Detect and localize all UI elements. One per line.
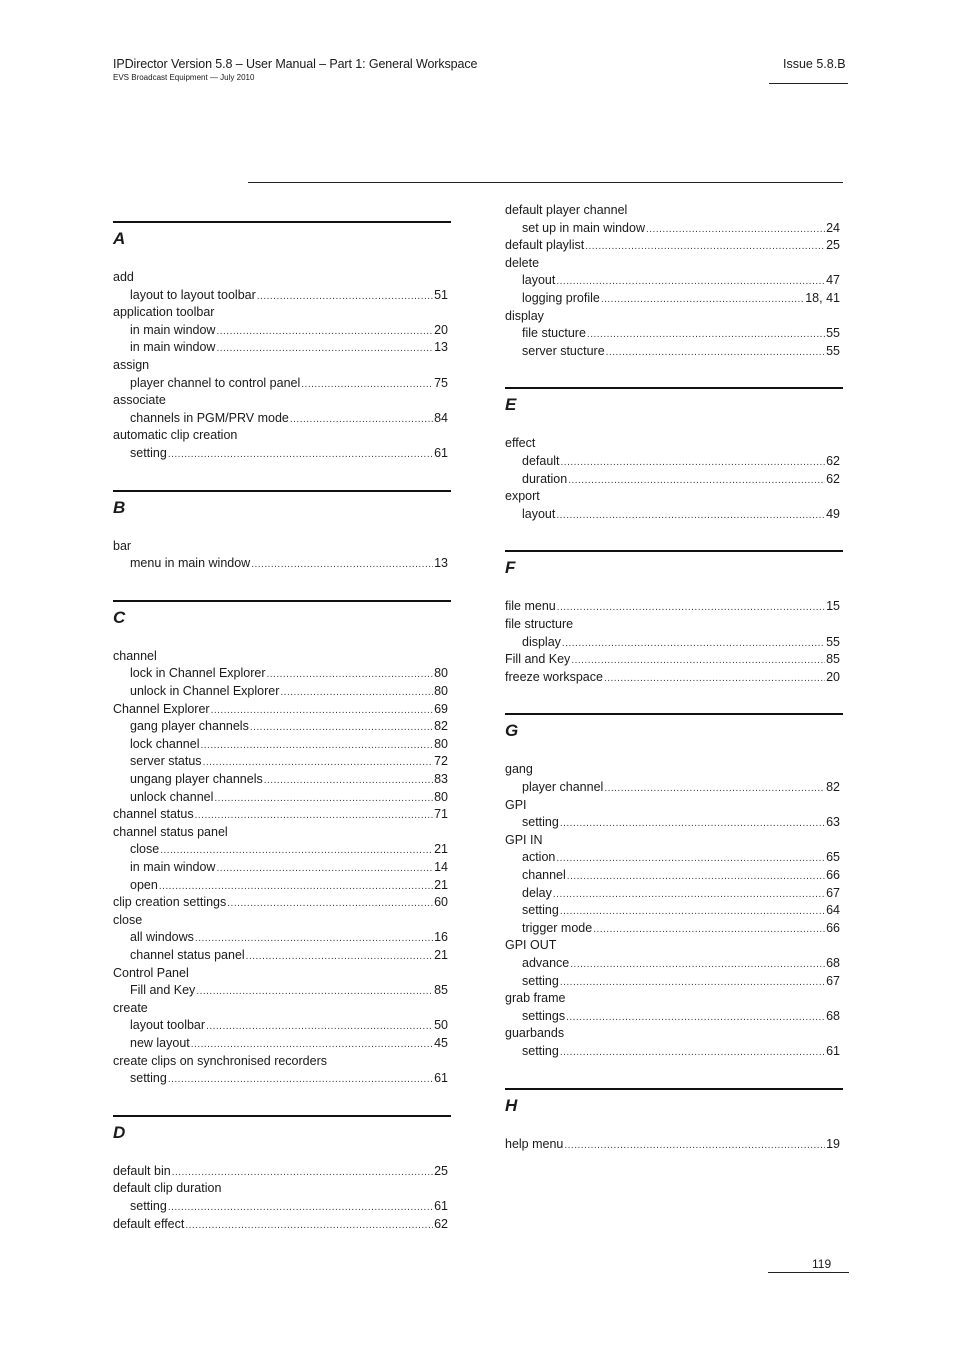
index-entry[interactable]	[113, 700, 448, 718]
index-subentry[interactable]	[130, 286, 448, 304]
entry-page-number[interactable]: 25	[826, 238, 840, 253]
entry-term: trigger mode	[522, 920, 593, 935]
entry-page-number[interactable]: 80	[434, 736, 448, 751]
index-subentry[interactable]	[130, 1069, 448, 1087]
index-entry	[113, 964, 448, 982]
entry-term: setting	[522, 973, 559, 988]
entry-term: channel status panel	[113, 824, 228, 839]
entry-term: close	[130, 842, 160, 857]
entry-term: setting	[522, 903, 559, 918]
entry-term: default	[522, 454, 560, 468]
index-entry[interactable]	[505, 668, 840, 686]
entry-term: effect	[505, 436, 536, 451]
entry-page-number[interactable]: 47	[826, 273, 840, 288]
entry-term: lock in Channel Explorer	[130, 666, 266, 681]
document-title: IPDirector Version 5.8 – User Manual – Part 1: General Workspace	[113, 57, 478, 71]
index-entry	[113, 999, 448, 1017]
section-letter: E	[505, 395, 517, 415]
entry-page-number[interactable]: 21	[434, 842, 448, 857]
entry-term: setting	[522, 815, 559, 830]
entry-term: file stucture	[522, 326, 586, 341]
entry-page-number[interactable]: 61	[826, 1044, 840, 1058]
section-rule	[113, 1115, 451, 1117]
entry-term: in main window	[130, 340, 216, 355]
index-subentry[interactable]	[522, 813, 840, 831]
entry-page-number[interactable]: 61	[434, 446, 448, 460]
index-subentry[interactable]	[130, 374, 448, 392]
entry-term: unlock channel	[130, 789, 214, 804]
dot-leader	[556, 507, 825, 525]
section-rule	[113, 221, 451, 223]
index-entry	[113, 303, 448, 321]
entry-term: layout	[522, 273, 556, 288]
index-subentry[interactable]	[522, 633, 840, 651]
entry-page-number[interactable]: 13	[434, 556, 448, 571]
index-subentry[interactable]	[130, 409, 448, 427]
entry-term: automatic clip creation	[113, 428, 238, 443]
index-entry	[505, 760, 840, 778]
dot-leader	[251, 556, 433, 574]
entry-term: unlock in Channel Explorer	[130, 684, 280, 698]
entry-term: default clip duration	[113, 1181, 222, 1196]
page-number: 119	[812, 1257, 832, 1271]
entry-term: export	[505, 489, 540, 504]
dot-leader	[604, 670, 825, 688]
entry-page-number[interactable]: 68	[826, 1008, 840, 1023]
entry-page-number[interactable]: 64	[826, 903, 840, 918]
dot-leader	[168, 1071, 433, 1089]
entry-term: add	[113, 270, 134, 284]
entry-term: server status	[130, 754, 202, 769]
entry-page-number[interactable]: 75	[434, 375, 448, 390]
entry-term: channel	[522, 868, 566, 882]
entry-page-number[interactable]: 68	[826, 956, 840, 970]
section-rule	[113, 490, 451, 492]
entry-term: display	[522, 634, 561, 649]
index-subentry[interactable]	[522, 505, 840, 523]
entry-page-number[interactable]: 62	[826, 471, 840, 486]
index-entry	[113, 1052, 448, 1070]
entry-term: Channel Explorer	[113, 701, 210, 716]
entry-term: associate	[113, 393, 166, 408]
entry-term: default player channel	[505, 203, 628, 217]
entry-term: layout to layout toolbar	[130, 287, 256, 302]
entry-page-number[interactable]: 18, 41	[805, 291, 840, 305]
index-subentry[interactable]	[130, 981, 448, 999]
entry-page-number[interactable]: 55	[826, 343, 840, 358]
index-subentry[interactable]	[522, 1007, 840, 1025]
section-rule	[505, 1088, 843, 1090]
entry-term: gang player channels	[130, 719, 249, 734]
entry-page-number[interactable]: 71	[434, 807, 448, 822]
index-subentry[interactable]	[130, 338, 448, 356]
entry-term: Control Panel	[113, 965, 189, 980]
entry-term: channel status panel	[130, 948, 245, 962]
entry-term: display	[505, 308, 544, 323]
entry-page-number[interactable]: 49	[826, 506, 840, 521]
entry-term: setting	[130, 446, 167, 460]
header-underline	[769, 83, 848, 84]
index-entry	[113, 911, 448, 929]
entry-page-number[interactable]: 20	[826, 669, 840, 684]
page-number-underline	[768, 1272, 849, 1273]
section-letter: A	[113, 229, 126, 248]
entry-term: all windows	[130, 930, 194, 945]
entry-term: create clips on synchronised recorders	[113, 1053, 327, 1068]
entry-page-number[interactable]: 63	[826, 815, 840, 830]
index-entry	[113, 426, 448, 444]
entry-term: GPI	[505, 797, 527, 812]
entry-term: default bin	[113, 1163, 171, 1178]
entry-term: action	[522, 850, 556, 865]
entry-page-number[interactable]: 62	[434, 1216, 448, 1231]
dot-leader	[606, 344, 825, 362]
index-subentry[interactable]	[130, 444, 448, 462]
entry-page-number[interactable]: 84	[434, 410, 448, 425]
entry-page-number[interactable]: 80	[434, 789, 448, 804]
dot-leader	[560, 1044, 825, 1062]
entry-term: open	[130, 877, 158, 892]
index-subentry[interactable]	[130, 717, 448, 735]
index-subentry[interactable]	[522, 271, 840, 289]
entry-term: new layout	[130, 1036, 190, 1050]
index-subentry[interactable]	[522, 884, 840, 902]
index-entry	[505, 254, 840, 272]
entry-term: create	[113, 1000, 148, 1015]
entry-term: server stucture	[522, 343, 605, 358]
index-entry[interactable]	[505, 650, 840, 668]
index-entry	[505, 615, 840, 633]
entry-term: settings	[522, 1008, 566, 1023]
index-subentry[interactable]	[522, 972, 840, 990]
entry-page-number[interactable]: 67	[826, 885, 840, 900]
index-subentry[interactable]	[130, 858, 448, 876]
entry-page-number[interactable]: 72	[434, 754, 448, 769]
index-entry[interactable]	[505, 1135, 840, 1153]
entry-term: advance	[522, 956, 570, 970]
entry-term: channel status	[113, 807, 194, 822]
index-subentry[interactable]	[130, 554, 448, 572]
index-subentry[interactable]	[522, 954, 840, 972]
entry-term: in main window	[130, 860, 216, 874]
entry-term: close	[113, 912, 143, 927]
dot-leader	[185, 1217, 433, 1235]
entry-term: lock channel	[130, 736, 200, 751]
entry-term: GPI OUT	[505, 938, 557, 953]
section-letter: B	[113, 497, 126, 517]
section-letter: G	[505, 721, 519, 741]
entry-term: player channel	[522, 780, 604, 794]
index-subentry[interactable]	[522, 919, 840, 937]
entry-term: player channel to control panel	[130, 375, 301, 390]
index-entry	[505, 831, 840, 849]
index-subentry[interactable]	[130, 788, 448, 806]
index-subentry[interactable]	[522, 324, 840, 342]
entry-page-number[interactable]: 21	[434, 877, 448, 892]
index-subentry[interactable]	[130, 1034, 448, 1052]
entry-term: default effect	[113, 1216, 185, 1231]
entry-page-number[interactable]: 20	[434, 322, 448, 337]
index-subentry[interactable]	[522, 1042, 840, 1060]
index-subentry[interactable]	[130, 770, 448, 788]
entry-term: layout	[522, 506, 556, 521]
index-entry[interactable]	[505, 597, 840, 615]
entry-page-number[interactable]: 66	[826, 868, 840, 882]
index-entry	[505, 487, 840, 505]
entry-page-number[interactable]: 60	[434, 895, 448, 910]
entry-page-number[interactable]: 61	[434, 1071, 448, 1086]
entry-term: setting	[130, 1071, 167, 1086]
entry-page-number[interactable]: 65	[826, 850, 840, 865]
index-subentry[interactable]	[130, 1197, 448, 1215]
entry-page-number[interactable]: 50	[434, 1018, 448, 1033]
entry-page-number[interactable]: 45	[434, 1036, 448, 1050]
dot-leader	[564, 1137, 825, 1155]
entry-term: help menu	[505, 1136, 564, 1151]
entry-page-number[interactable]: 82	[826, 780, 840, 794]
index-entry	[113, 356, 448, 374]
entry-term: gang	[505, 762, 533, 777]
entry-term: set up in main window	[522, 220, 645, 235]
issue-label: Issue 5.8.B	[783, 57, 846, 71]
entry-term: in main window	[130, 322, 216, 337]
index-entry[interactable]	[113, 1215, 448, 1233]
entry-page-number[interactable]: 85	[434, 983, 448, 998]
index-entry	[505, 201, 840, 219]
section-rule	[113, 600, 451, 602]
entry-page-number[interactable]: 82	[434, 719, 448, 734]
index-entry	[505, 989, 840, 1007]
entry-term: layout toolbar	[130, 1018, 206, 1033]
index-entry	[113, 268, 448, 286]
entry-term: grab frame	[505, 991, 566, 1006]
entry-term: delete	[505, 255, 540, 270]
index-subentry[interactable]	[522, 289, 840, 307]
entry-page-number[interactable]: 83	[434, 772, 448, 786]
entry-page-number[interactable]: 25	[434, 1163, 448, 1178]
index-entry	[505, 796, 840, 814]
index-entry	[113, 1179, 448, 1197]
entry-term: delay	[522, 885, 552, 900]
entry-term: assign	[113, 358, 150, 372]
index-subentry[interactable]	[130, 664, 448, 682]
entry-page-number[interactable]: 85	[826, 652, 840, 667]
entry-term: Fill and Key	[130, 983, 196, 998]
entry-term: bar	[113, 538, 132, 553]
entry-term: Fill and Key	[505, 652, 571, 667]
section-letter: H	[505, 1095, 518, 1115]
section-rule	[505, 387, 843, 389]
index-subentry[interactable]	[130, 735, 448, 753]
index-subentry[interactable]	[522, 901, 840, 919]
entry-page-number[interactable]: 21	[434, 948, 448, 962]
entry-page-number[interactable]: 80	[434, 666, 448, 681]
document-subtitle: EVS Broadcast Equipment — July 2010	[113, 73, 255, 82]
index-entry	[113, 391, 448, 409]
index-subentry[interactable]	[522, 342, 840, 360]
entry-term: channels in PGM/PRV mode	[130, 410, 289, 425]
index-subentry[interactable]	[522, 470, 840, 488]
entry-page-number[interactable]: 62	[826, 454, 840, 468]
entry-page-number[interactable]: 51	[434, 287, 448, 302]
index-entry	[505, 307, 840, 325]
entry-page-number[interactable]: 19	[826, 1136, 840, 1151]
index-entry[interactable]	[113, 1162, 448, 1180]
entry-term: menu in main window	[130, 556, 251, 571]
index-entry[interactable]	[113, 893, 448, 911]
index-subentry[interactable]	[522, 866, 840, 884]
index-subentry[interactable]	[522, 219, 840, 237]
entry-term: clip creation settings	[113, 895, 227, 910]
index-subentry[interactable]	[130, 752, 448, 770]
entry-page-number[interactable]: 69	[434, 701, 448, 716]
entry-term: setting	[522, 1044, 559, 1058]
entry-page-number[interactable]: 14	[434, 860, 448, 874]
index-subentry[interactable]	[130, 1016, 448, 1034]
entry-page-number[interactable]: 16	[434, 930, 448, 945]
entry-term: logging profile	[522, 291, 600, 305]
index-subentry[interactable]	[130, 876, 448, 894]
entry-term: file structure	[505, 617, 574, 631]
index-entry	[113, 647, 448, 665]
section-rule	[505, 550, 843, 552]
entry-page-number[interactable]: 55	[826, 326, 840, 341]
entry-term: duration	[522, 471, 568, 486]
entry-page-number[interactable]: 55	[826, 634, 840, 649]
entry-page-number[interactable]: 15	[826, 599, 840, 614]
entry-term: freeze workspace	[505, 669, 603, 684]
index-entry[interactable]	[113, 805, 448, 823]
entry-term: file menu	[505, 599, 556, 614]
section-letter: C	[113, 607, 126, 627]
index-subentry[interactable]	[130, 682, 448, 700]
index-subentry[interactable]	[130, 321, 448, 339]
entry-page-number[interactable]: 61	[434, 1199, 448, 1213]
index-entry	[505, 936, 840, 954]
index-entry[interactable]	[505, 236, 840, 254]
dot-leader	[168, 446, 433, 464]
entry-page-number[interactable]: 13	[434, 340, 448, 355]
entry-page-number[interactable]: 67	[826, 973, 840, 988]
index-entry	[113, 537, 448, 555]
index-subentry[interactable]	[522, 452, 840, 470]
entry-term: setting	[130, 1199, 167, 1213]
index-subentry[interactable]	[522, 848, 840, 866]
entry-term: application toolbar	[113, 305, 215, 320]
entry-term: guarbands	[505, 1026, 565, 1041]
section-rule	[505, 713, 843, 715]
index-entry	[113, 823, 448, 841]
section-letter: F	[505, 558, 516, 578]
index-entry	[505, 434, 840, 452]
index-subentry[interactable]	[130, 946, 448, 964]
section-letter: D	[113, 1122, 126, 1142]
entry-page-number[interactable]: 66	[826, 920, 840, 935]
entry-term: GPI IN	[505, 832, 543, 847]
index-top-rule	[248, 182, 843, 183]
entry-term: channel	[113, 648, 157, 663]
entry-term: ungang player channels	[130, 772, 263, 786]
entry-page-number[interactable]: 24	[826, 220, 840, 235]
entry-page-number[interactable]: 80	[434, 684, 448, 698]
index-subentry[interactable]	[130, 928, 448, 946]
index-subentry[interactable]	[130, 840, 448, 858]
index-subentry[interactable]	[522, 778, 840, 796]
entry-term: default playlist	[505, 238, 585, 253]
index-entry	[505, 1024, 840, 1042]
